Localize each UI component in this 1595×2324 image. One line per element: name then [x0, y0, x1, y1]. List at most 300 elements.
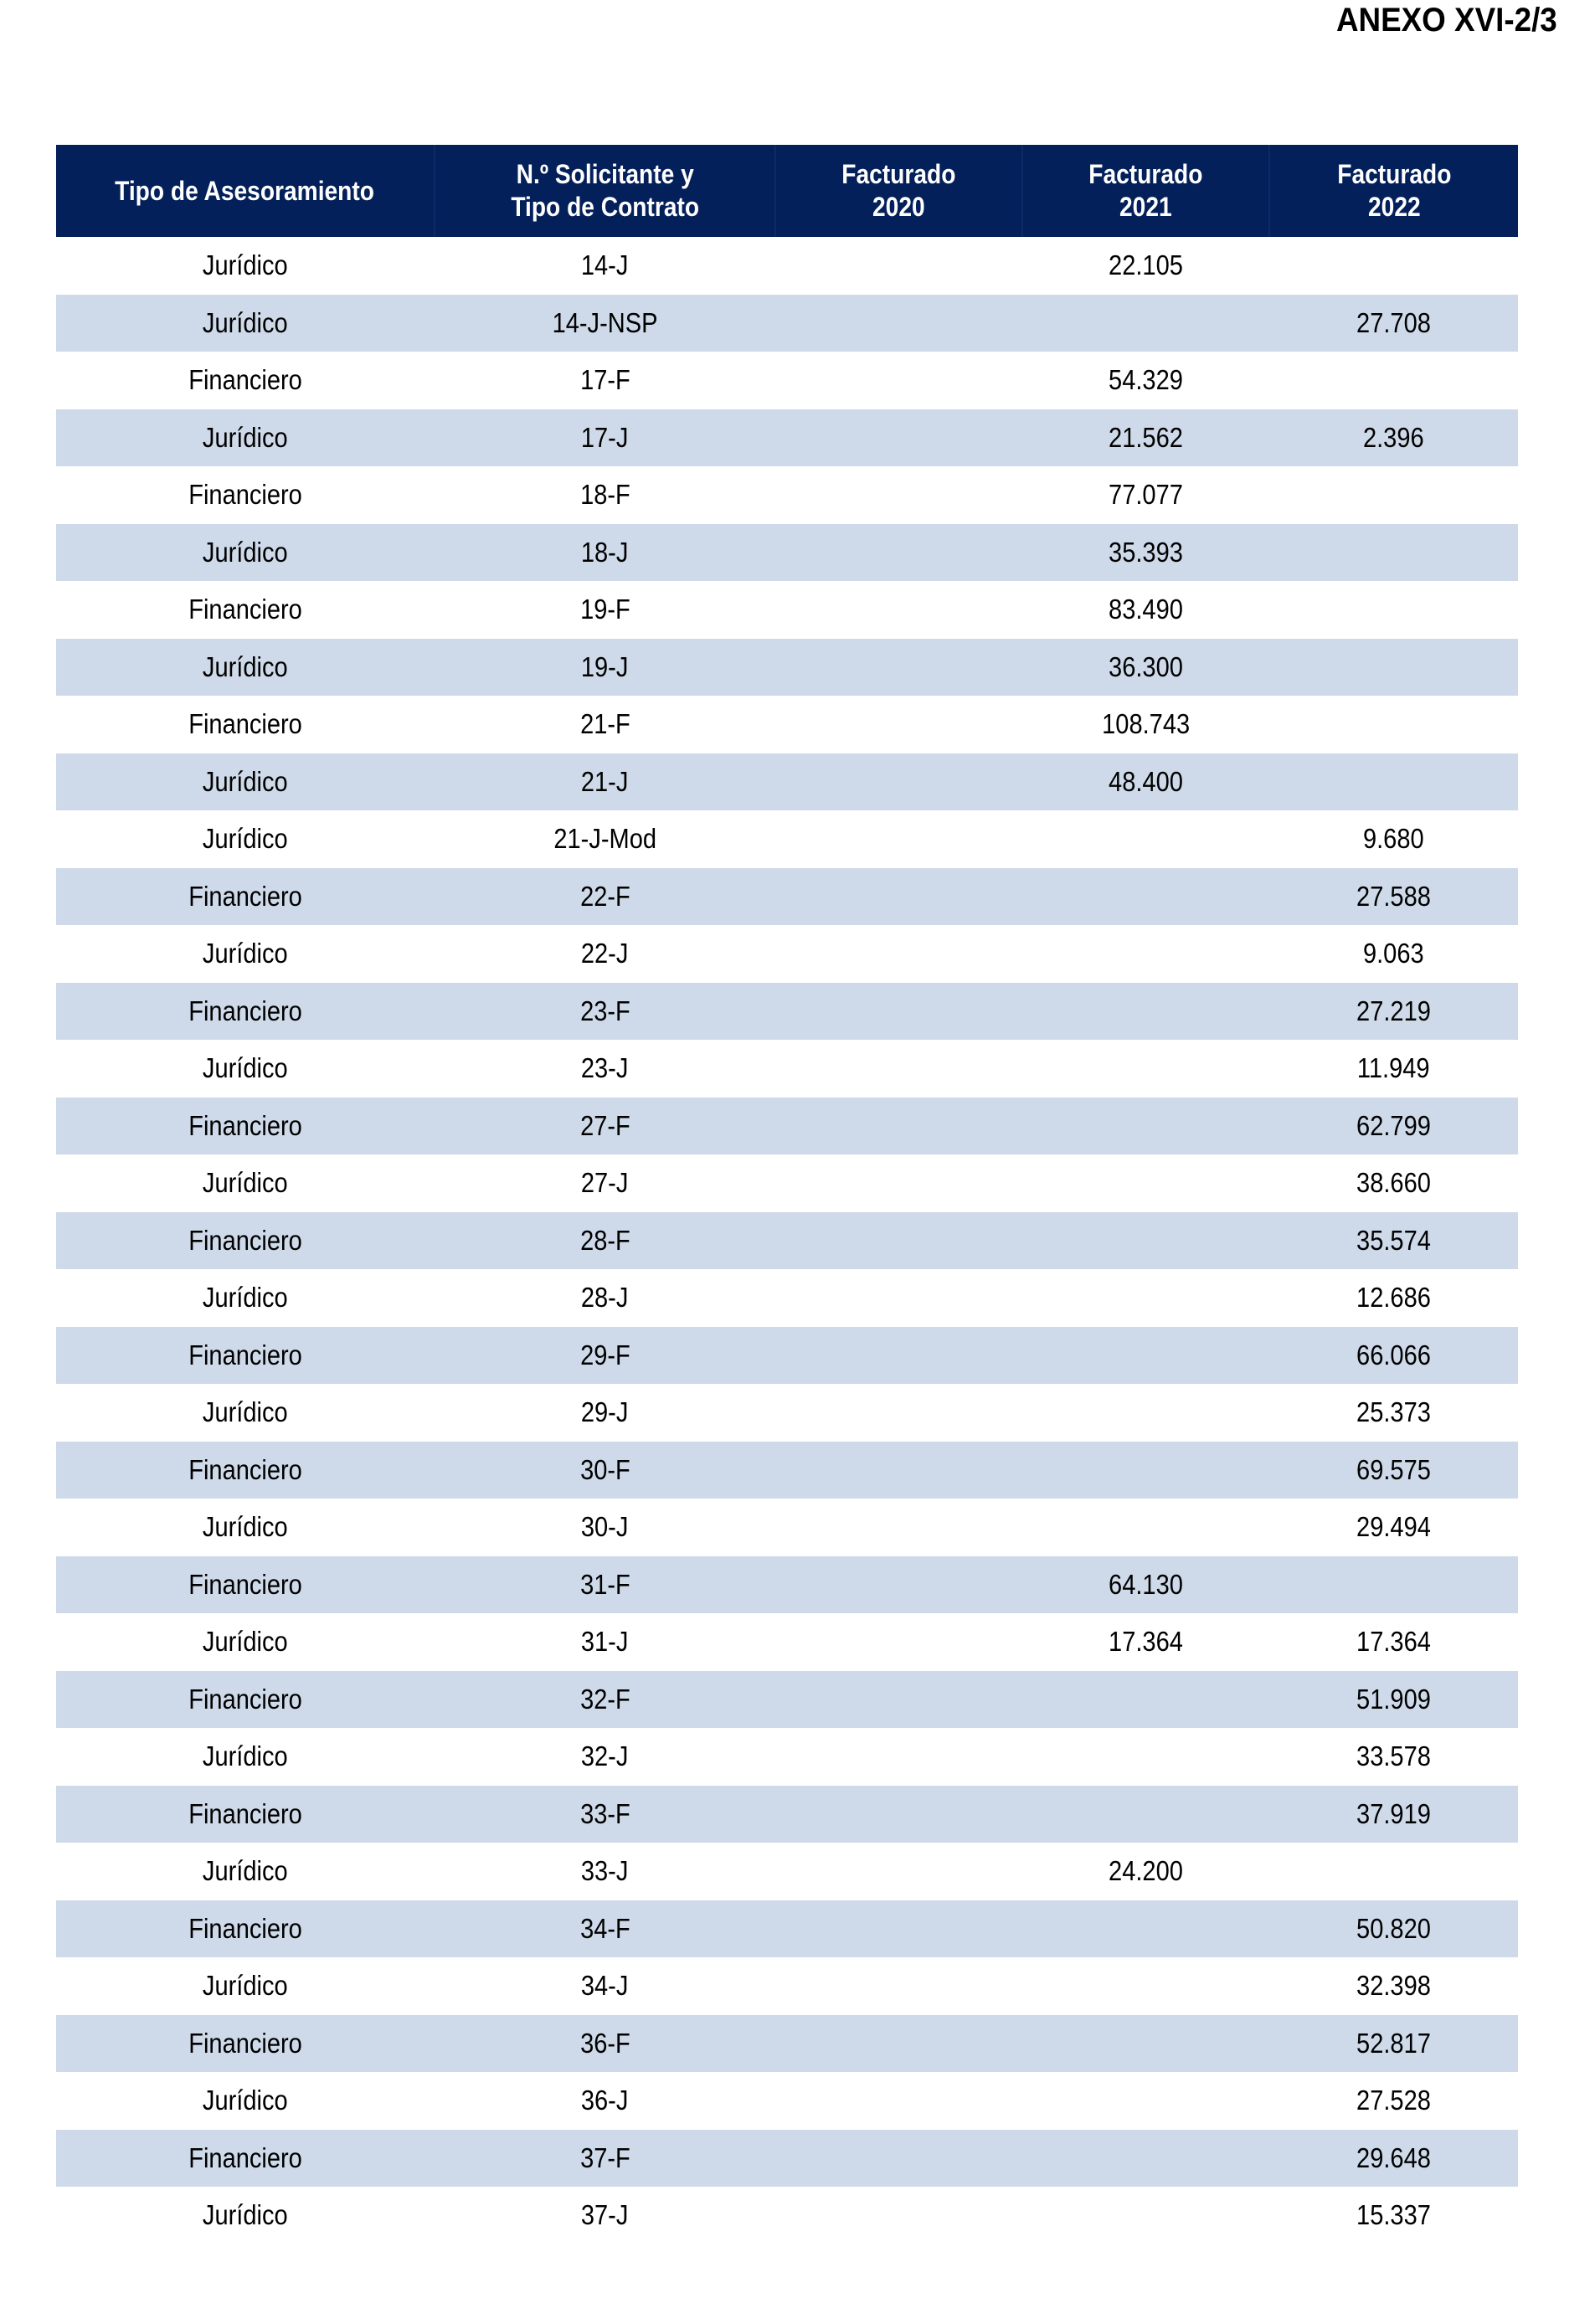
cell-facturado-2020 — [775, 1843, 1022, 1900]
cell-facturado-2022 — [1269, 753, 1518, 811]
cell-value: 22-J — [581, 938, 629, 969]
cell-facturado-2021 — [1022, 352, 1269, 409]
cell-facturado-2022 — [1269, 1269, 1518, 1327]
cell-facturado-2022 — [1269, 1900, 1518, 1958]
cell-solicitante — [435, 1212, 775, 1270]
cell-value: 27-F — [579, 1109, 630, 1141]
table-row — [56, 1442, 1518, 1499]
cell-facturado-2022 — [1269, 1098, 1518, 1155]
header-label: N.º Solicitante y Tipo de Contrato — [511, 159, 699, 222]
billing-table-container — [56, 145, 1518, 2244]
cell-tipo — [56, 295, 435, 352]
cell-solicitante — [435, 1613, 775, 1671]
table-row — [56, 237, 1518, 295]
cell-facturado-2022 — [1269, 2015, 1518, 2073]
cell-value: 12.686 — [1356, 1282, 1431, 1314]
cell-solicitante — [435, 810, 775, 868]
cell-solicitante — [435, 639, 775, 697]
cell-solicitante — [435, 581, 775, 639]
cell-facturado-2021 — [1022, 581, 1269, 639]
cell-facturado-2022 — [1269, 1327, 1518, 1385]
cell-facturado-2022 — [1269, 524, 1518, 582]
table-row — [56, 2130, 1518, 2188]
cell-value: Jurídico — [203, 421, 288, 453]
cell-facturado-2022 — [1269, 1384, 1518, 1442]
table-row — [56, 524, 1518, 582]
cell-value: 36-F — [579, 2027, 630, 2059]
cell-value: 27.588 — [1356, 880, 1431, 912]
cell-solicitante — [435, 925, 775, 983]
cell-tipo — [56, 1442, 435, 1499]
cell-solicitante — [435, 352, 775, 409]
cell-solicitante — [435, 983, 775, 1041]
cell-facturado-2021 — [1022, 1098, 1269, 1155]
table-row — [56, 1728, 1518, 1786]
cell-facturado-2020 — [775, 1384, 1022, 1442]
cell-solicitante — [435, 1154, 775, 1212]
cell-facturado-2020 — [775, 1556, 1022, 1614]
table-row — [56, 581, 1518, 639]
cell-value: Jurídico — [203, 938, 288, 969]
cell-solicitante — [435, 237, 775, 295]
cell-value: 21-J — [581, 765, 629, 797]
header-label: Facturado 2021 — [1088, 159, 1203, 222]
cell-tipo — [56, 1728, 435, 1786]
cell-value: Financiero — [188, 708, 302, 740]
table-row — [56, 409, 1518, 467]
cell-tipo — [56, 983, 435, 1041]
cell-facturado-2021 — [1022, 2072, 1269, 2130]
table-row — [56, 1843, 1518, 1900]
table-row — [56, 639, 1518, 697]
cell-value: 31-F — [579, 1568, 630, 1600]
cell-tipo — [56, 2072, 435, 2130]
cell-facturado-2022 — [1269, 352, 1518, 409]
cell-facturado-2022 — [1269, 581, 1518, 639]
table-header — [56, 145, 1518, 237]
cell-value: 35.574 — [1356, 1224, 1431, 1256]
cell-tipo — [56, 1327, 435, 1385]
cell-tipo — [56, 237, 435, 295]
cell-value: 25.373 — [1356, 1396, 1431, 1428]
cell-facturado-2022 — [1269, 2072, 1518, 2130]
table-row — [56, 1269, 1518, 1327]
cell-facturado-2022 — [1269, 810, 1518, 868]
table-row — [56, 2015, 1518, 2073]
table-row — [56, 1212, 1518, 1270]
cell-value: Jurídico — [203, 1167, 288, 1199]
cell-value: 38.660 — [1356, 1167, 1431, 1199]
table-row — [56, 1613, 1518, 1671]
cell-value: 32.398 — [1356, 1970, 1431, 2002]
cell-facturado-2021 — [1022, 466, 1269, 524]
cell-facturado-2021 — [1022, 1613, 1269, 1671]
cell-tipo — [56, 639, 435, 697]
cell-facturado-2022 — [1269, 295, 1518, 352]
cell-facturado-2022 — [1269, 925, 1518, 983]
cell-value: Jurídico — [203, 1052, 288, 1084]
cell-facturado-2020 — [775, 2130, 1022, 2188]
cell-solicitante — [435, 2015, 775, 2073]
cell-facturado-2021 — [1022, 1957, 1269, 2015]
cell-value: Financiero — [188, 1339, 302, 1370]
cell-solicitante — [435, 1786, 775, 1843]
cell-facturado-2021 — [1022, 1040, 1269, 1098]
cell-tipo — [56, 1154, 435, 1212]
cell-facturado-2022 — [1269, 1499, 1518, 1556]
cell-value: 51.909 — [1356, 1683, 1431, 1715]
cell-value: Financiero — [188, 995, 302, 1026]
cell-value: 21-F — [579, 708, 630, 740]
cell-facturado-2021 — [1022, 295, 1269, 352]
cell-facturado-2021 — [1022, 696, 1269, 753]
cell-value: 27.219 — [1356, 995, 1431, 1026]
cell-facturado-2020 — [775, 2187, 1022, 2244]
cell-tipo — [56, 1843, 435, 1900]
header-facturado-2022 — [1269, 145, 1518, 237]
cell-value: 17.364 — [1356, 1626, 1431, 1658]
cell-value: 77.077 — [1109, 479, 1183, 511]
cell-value: 24.200 — [1109, 1855, 1183, 1887]
cell-value: 19-F — [579, 594, 630, 625]
cell-value: 33-F — [579, 1797, 630, 1829]
cell-value: 9.063 — [1363, 938, 1424, 969]
cell-facturado-2022 — [1269, 1671, 1518, 1729]
annex-title: ANEXO XVI-2/3 — [1336, 2, 1557, 39]
cell-value: 14-J — [581, 249, 629, 281]
cell-tipo — [56, 2015, 435, 2073]
header-tipo-asesoramiento — [56, 145, 435, 237]
cell-value: 22.105 — [1109, 249, 1183, 281]
cell-facturado-2022 — [1269, 1212, 1518, 1270]
header-label: Tipo de Asesoramiento — [115, 175, 375, 206]
cell-value: Financiero — [188, 1683, 302, 1715]
cell-facturado-2022 — [1269, 237, 1518, 295]
cell-facturado-2020 — [775, 237, 1022, 295]
cell-value: 37-F — [579, 2141, 630, 2173]
cell-facturado-2021 — [1022, 925, 1269, 983]
cell-value: 69.575 — [1356, 1453, 1431, 1485]
cell-tipo — [56, 1671, 435, 1729]
table-row — [56, 753, 1518, 811]
table-row — [56, 1671, 1518, 1729]
cell-tipo — [56, 753, 435, 811]
table-row — [56, 2187, 1518, 2244]
cell-value: Jurídico — [203, 1970, 288, 2002]
cell-facturado-2020 — [775, 810, 1022, 868]
cell-value: 37-J — [581, 2199, 629, 2231]
table-row — [56, 295, 1518, 352]
cell-value: 21-J-Mod — [553, 823, 656, 855]
cell-value: Jurídico — [203, 1396, 288, 1428]
header-facturado-2021 — [1022, 145, 1269, 237]
cell-value: Financiero — [188, 594, 302, 625]
cell-facturado-2020 — [775, 1269, 1022, 1327]
cell-value: Jurídico — [203, 2085, 288, 2116]
cell-value: 64.130 — [1109, 1568, 1183, 1600]
cell-value: Financiero — [188, 1453, 302, 1485]
cell-value: 50.820 — [1356, 1912, 1431, 1944]
cell-facturado-2021 — [1022, 1384, 1269, 1442]
cell-value: Jurídico — [203, 2199, 288, 2231]
cell-value: 34-J — [581, 1970, 629, 2002]
table-row — [56, 1786, 1518, 1843]
header-solicitante-contrato — [435, 145, 775, 237]
cell-tipo — [56, 466, 435, 524]
cell-facturado-2021 — [1022, 1556, 1269, 1614]
cell-facturado-2020 — [775, 352, 1022, 409]
cell-tipo — [56, 1613, 435, 1671]
cell-solicitante — [435, 524, 775, 582]
cell-solicitante — [435, 295, 775, 352]
cell-facturado-2021 — [1022, 1786, 1269, 1843]
table-row — [56, 1957, 1518, 2015]
cell-facturado-2020 — [775, 1957, 1022, 2015]
cell-facturado-2020 — [775, 1900, 1022, 1958]
cell-facturado-2021 — [1022, 2130, 1269, 2188]
cell-facturado-2020 — [775, 1613, 1022, 1671]
cell-value: Jurídico — [203, 823, 288, 855]
cell-value: Jurídico — [203, 1626, 288, 1658]
cell-facturado-2020 — [775, 696, 1022, 753]
cell-value: 14-J-NSP — [552, 306, 658, 338]
cell-value: 18-J — [581, 536, 629, 568]
cell-value: 30-J — [581, 1511, 629, 1543]
cell-value: 15.337 — [1356, 2199, 1431, 2231]
cell-value: Financiero — [188, 364, 302, 396]
cell-value: 19-J — [581, 650, 629, 682]
cell-tipo — [56, 810, 435, 868]
cell-value: 33-J — [581, 1855, 629, 1887]
cell-facturado-2020 — [775, 2072, 1022, 2130]
billing-table — [56, 145, 1518, 2244]
cell-value: 29.494 — [1356, 1511, 1431, 1543]
cell-solicitante — [435, 1040, 775, 1098]
cell-value: Jurídico — [203, 536, 288, 568]
cell-facturado-2020 — [775, 2015, 1022, 2073]
cell-value: Jurídico — [203, 1282, 288, 1314]
table-row — [56, 925, 1518, 983]
cell-value: 27.708 — [1356, 306, 1431, 338]
cell-facturado-2020 — [775, 295, 1022, 352]
cell-tipo — [56, 1499, 435, 1556]
cell-value: 29-J — [581, 1396, 629, 1428]
cell-value: 34-F — [579, 1912, 630, 1944]
cell-value: 31-J — [581, 1626, 629, 1658]
table-row — [56, 1327, 1518, 1385]
cell-facturado-2021 — [1022, 1900, 1269, 1958]
cell-facturado-2020 — [775, 1499, 1022, 1556]
cell-facturado-2020 — [775, 524, 1022, 582]
cell-facturado-2020 — [775, 1154, 1022, 1212]
cell-value: Jurídico — [203, 306, 288, 338]
cell-value: 23-F — [579, 995, 630, 1026]
cell-facturado-2020 — [775, 581, 1022, 639]
header-facturado-2020 — [775, 145, 1022, 237]
cell-facturado-2021 — [1022, 1728, 1269, 1786]
cell-facturado-2022 — [1269, 466, 1518, 524]
cell-value: Jurídico — [203, 249, 288, 281]
cell-value: Financiero — [188, 880, 302, 912]
cell-value: 21.562 — [1109, 421, 1183, 453]
cell-facturado-2022 — [1269, 1613, 1518, 1671]
cell-solicitante — [435, 1499, 775, 1556]
cell-facturado-2020 — [775, 1671, 1022, 1729]
table-row — [56, 1556, 1518, 1614]
cell-value: 2.396 — [1363, 421, 1424, 453]
cell-tipo — [56, 1384, 435, 1442]
cell-value: 83.490 — [1109, 594, 1183, 625]
cell-facturado-2020 — [775, 409, 1022, 467]
cell-facturado-2020 — [775, 1040, 1022, 1098]
cell-value: 17-J — [581, 421, 629, 453]
cell-facturado-2021 — [1022, 2187, 1269, 2244]
cell-value: 35.393 — [1109, 536, 1183, 568]
cell-tipo — [56, 1786, 435, 1843]
cell-value: Financiero — [188, 1224, 302, 1256]
cell-tipo — [56, 696, 435, 753]
cell-value: 17.364 — [1109, 1626, 1183, 1658]
cell-facturado-2022 — [1269, 1843, 1518, 1900]
cell-solicitante — [435, 1843, 775, 1900]
cell-facturado-2021 — [1022, 1499, 1269, 1556]
cell-value: 33.578 — [1356, 1740, 1431, 1772]
cell-facturado-2020 — [775, 1442, 1022, 1499]
cell-value: Jurídico — [203, 1511, 288, 1543]
cell-facturado-2022 — [1269, 2187, 1518, 2244]
cell-tipo — [56, 1212, 435, 1270]
cell-tipo — [56, 1957, 435, 2015]
cell-value: Jurídico — [203, 650, 288, 682]
cell-solicitante — [435, 1269, 775, 1327]
cell-value: 29.648 — [1356, 2141, 1431, 2173]
cell-solicitante — [435, 2187, 775, 2244]
cell-facturado-2020 — [775, 1728, 1022, 1786]
cell-facturado-2022 — [1269, 1957, 1518, 2015]
cell-facturado-2022 — [1269, 983, 1518, 1041]
cell-value: Financiero — [188, 2141, 302, 2173]
cell-value: Financiero — [188, 1912, 302, 1944]
cell-facturado-2022 — [1269, 1442, 1518, 1499]
cell-facturado-2021 — [1022, 983, 1269, 1041]
cell-tipo — [56, 581, 435, 639]
cell-value: 30-F — [579, 1453, 630, 1485]
cell-facturado-2021 — [1022, 409, 1269, 467]
cell-tipo — [56, 868, 435, 926]
table-row — [56, 868, 1518, 926]
cell-facturado-2021 — [1022, 1154, 1269, 1212]
cell-tipo — [56, 1556, 435, 1614]
cell-facturado-2021 — [1022, 1212, 1269, 1270]
cell-solicitante — [435, 1957, 775, 2015]
cell-tipo — [56, 2130, 435, 2188]
cell-value: 28-J — [581, 1282, 629, 1314]
cell-value: Jurídico — [203, 1740, 288, 1772]
table-row — [56, 810, 1518, 868]
cell-facturado-2020 — [775, 1327, 1022, 1385]
cell-value: 32-F — [579, 1683, 630, 1715]
cell-facturado-2021 — [1022, 868, 1269, 926]
cell-value: 18-F — [579, 479, 630, 511]
cell-facturado-2021 — [1022, 1671, 1269, 1729]
cell-tipo — [56, 352, 435, 409]
cell-facturado-2021 — [1022, 1843, 1269, 1900]
cell-solicitante — [435, 2130, 775, 2188]
cell-tipo — [56, 1040, 435, 1098]
cell-value: 23-J — [581, 1052, 629, 1084]
cell-value: Financiero — [188, 2027, 302, 2059]
header-label: Facturado 2020 — [841, 159, 956, 222]
cell-facturado-2022 — [1269, 696, 1518, 753]
cell-solicitante — [435, 1900, 775, 1958]
cell-facturado-2022 — [1269, 409, 1518, 467]
table-row — [56, 2072, 1518, 2130]
cell-value: 17-F — [579, 364, 630, 396]
cell-tipo — [56, 1900, 435, 1958]
cell-solicitante — [435, 466, 775, 524]
cell-value: 66.066 — [1356, 1339, 1431, 1370]
cell-facturado-2022 — [1269, 2130, 1518, 2188]
cell-value: 36-J — [581, 2085, 629, 2116]
cell-facturado-2021 — [1022, 810, 1269, 868]
table-row — [56, 1384, 1518, 1442]
cell-solicitante — [435, 1728, 775, 1786]
cell-solicitante — [435, 868, 775, 926]
table-row — [56, 466, 1518, 524]
cell-value: 11.949 — [1357, 1052, 1430, 1084]
cell-tipo — [56, 524, 435, 582]
cell-facturado-2022 — [1269, 1556, 1518, 1614]
table-row — [56, 1040, 1518, 1098]
cell-tipo — [56, 409, 435, 467]
cell-facturado-2021 — [1022, 1269, 1269, 1327]
cell-value: 52.817 — [1356, 2027, 1431, 2059]
cell-facturado-2022 — [1269, 639, 1518, 697]
cell-solicitante — [435, 1671, 775, 1729]
cell-solicitante — [435, 753, 775, 811]
cell-value: Jurídico — [203, 1855, 288, 1887]
table-row — [56, 1900, 1518, 1958]
cell-facturado-2020 — [775, 1212, 1022, 1270]
cell-facturado-2020 — [775, 1098, 1022, 1155]
table-row — [56, 352, 1518, 409]
cell-facturado-2020 — [775, 868, 1022, 926]
cell-facturado-2021 — [1022, 524, 1269, 582]
cell-value: 48.400 — [1109, 765, 1183, 797]
cell-value: 27.528 — [1356, 2085, 1431, 2116]
cell-tipo — [56, 925, 435, 983]
cell-value: Financiero — [188, 1109, 302, 1141]
cell-value: 108.743 — [1102, 708, 1190, 740]
cell-solicitante — [435, 696, 775, 753]
cell-value: 9.680 — [1363, 823, 1424, 855]
cell-facturado-2021 — [1022, 2015, 1269, 2073]
cell-tipo — [56, 1269, 435, 1327]
cell-facturado-2021 — [1022, 237, 1269, 295]
cell-facturado-2022 — [1269, 868, 1518, 926]
table-row — [56, 696, 1518, 753]
header-row — [56, 145, 1518, 237]
table-row — [56, 1098, 1518, 1155]
cell-solicitante — [435, 1442, 775, 1499]
cell-facturado-2021 — [1022, 639, 1269, 697]
cell-tipo — [56, 1098, 435, 1155]
cell-value: 37.919 — [1356, 1797, 1431, 1829]
table-row — [56, 1154, 1518, 1212]
cell-facturado-2021 — [1022, 753, 1269, 811]
cell-solicitante — [435, 1556, 775, 1614]
cell-facturado-2020 — [775, 639, 1022, 697]
